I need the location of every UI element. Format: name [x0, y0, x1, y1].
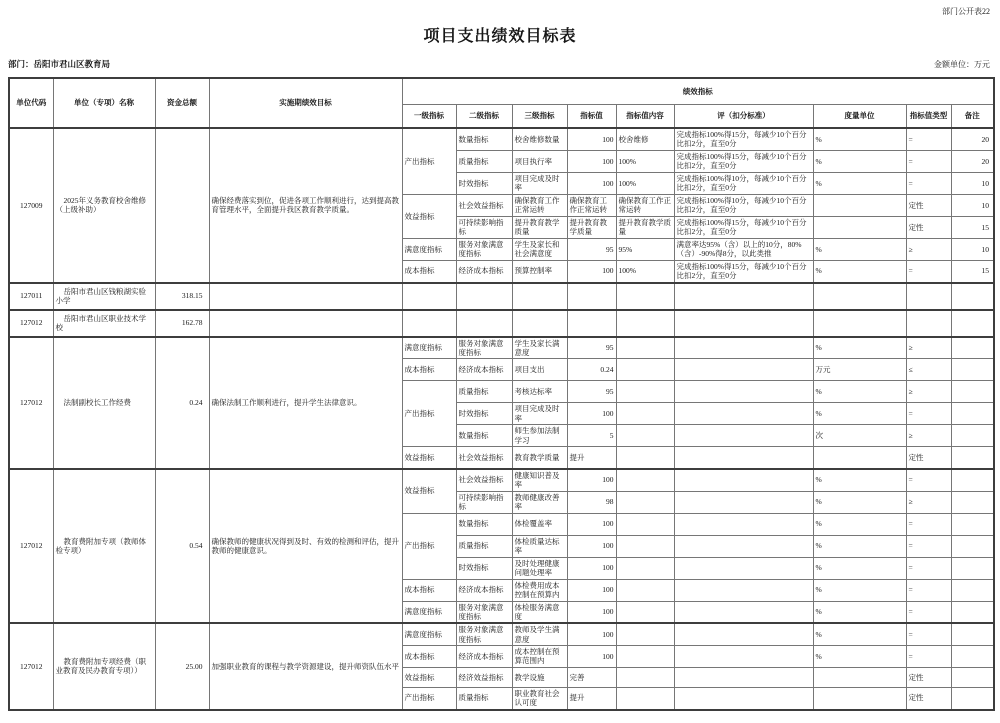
measure-unit-cell	[813, 687, 906, 709]
indicator-value-cell: 完善	[567, 667, 616, 687]
level3-indicator-cell: 确保教育工作正常运转	[512, 194, 567, 216]
indicator-content-cell	[616, 579, 674, 601]
value-type-cell	[906, 283, 951, 310]
indicator-value-cell: 提升	[567, 687, 616, 709]
measure-unit-cell: %	[813, 128, 906, 150]
header-level1: 一级指标	[402, 104, 456, 128]
indicator-value-cell: 提升教育教学质量	[567, 216, 616, 238]
level2-indicator-cell: 经济成本指标	[456, 260, 512, 282]
fund-total-cell: 25.00	[155, 623, 209, 709]
level2-indicator-cell: 经济成本指标	[456, 359, 512, 381]
value-type-cell	[906, 310, 951, 337]
measure-unit-cell: %	[813, 646, 906, 668]
level2-indicator-cell: 可持续影响指标	[456, 216, 512, 238]
level2-indicator-cell: 质量指标	[456, 150, 512, 172]
indicator-content-cell	[616, 513, 674, 535]
value-type-cell: ≥	[906, 337, 951, 359]
remark-cell: 10	[951, 238, 994, 260]
value-type-cell: ≥	[906, 381, 951, 403]
level2-indicator-cell: 经济成本指标	[456, 579, 512, 601]
unit-code-cell: 127012	[9, 310, 53, 337]
value-type-cell: 定性	[906, 447, 951, 469]
unit-name-cell: 岳阳市君山区钱粮湖实验小学	[53, 283, 155, 310]
indicator-content-cell	[616, 646, 674, 668]
value-type-cell: =	[906, 601, 951, 623]
scoring-standard-cell: 完成指标100%得10分，每减少10个百分比扣2分，直至0分	[674, 194, 813, 216]
level1-indicator-cell: 产出指标	[402, 381, 456, 447]
fund-total-cell: 0.24	[155, 337, 209, 469]
header-value-type: 指标值类型	[906, 104, 951, 128]
header-scoring-standard: 评（扣分标准）	[674, 104, 813, 128]
level3-indicator-cell: 教师及学生满意度	[512, 623, 567, 645]
measure-unit-cell: %	[813, 491, 906, 513]
measure-unit-cell: %	[813, 238, 906, 260]
value-type-cell: =	[906, 260, 951, 282]
header-perf-group: 绩效指标	[402, 78, 994, 104]
measure-unit-cell: %	[813, 150, 906, 172]
indicator-content-cell	[616, 381, 674, 403]
value-type-cell: =	[906, 403, 951, 425]
scoring-standard-cell	[674, 447, 813, 469]
scoring-standard-cell	[674, 381, 813, 403]
indicator-value-cell: 98	[567, 491, 616, 513]
level1-indicator-cell: 成本指标	[402, 646, 456, 668]
indicator-content-cell: 确保教育工作正常运转	[616, 194, 674, 216]
header-level3: 三级指标	[512, 104, 567, 128]
level2-indicator-cell: 社会效益指标	[456, 469, 512, 491]
level1-indicator-cell: 效益指标	[402, 194, 456, 238]
indicator-content-cell	[616, 310, 674, 337]
measure-unit-cell: %	[813, 403, 906, 425]
measure-unit-cell	[813, 310, 906, 337]
level2-indicator-cell: 经济成本指标	[456, 646, 512, 668]
level2-indicator-cell: 社会效益指标	[456, 447, 512, 469]
scoring-standard-cell: 满意率达95%（含）以上的10分，80%（含）-90%得8分，以此类推	[674, 238, 813, 260]
measure-unit-cell: %	[813, 260, 906, 282]
level1-indicator-cell: 成本指标	[402, 359, 456, 381]
remark-cell	[951, 381, 994, 403]
indicator-value-cell: 提升	[567, 447, 616, 469]
scoring-standard-cell	[674, 623, 813, 645]
scoring-standard-cell	[674, 557, 813, 579]
level3-indicator-cell: 教学设施	[512, 667, 567, 687]
indicator-value-cell: 100	[567, 128, 616, 150]
measure-unit-cell: 次	[813, 425, 906, 447]
indicator-content-cell: 100%	[616, 150, 674, 172]
level1-indicator-cell: 效益指标	[402, 447, 456, 469]
level3-indicator-cell: 校舍维修数量	[512, 128, 567, 150]
scoring-standard-cell	[674, 337, 813, 359]
remark-cell	[951, 469, 994, 491]
header-unit-code: 单位代码	[9, 78, 53, 128]
remark-cell	[951, 646, 994, 668]
unit-name-cell: 教育费附加专项经费（职业教育及民办教育专项））	[53, 623, 155, 709]
unit-name-cell: 2025年义务教育校舍维修（上级补助）	[53, 128, 155, 283]
remark-cell: 20	[951, 150, 994, 172]
measure-unit-cell: %	[813, 381, 906, 403]
value-type-cell: ≤	[906, 359, 951, 381]
level1-indicator-cell: 产出指标	[402, 513, 456, 579]
scoring-standard-cell	[674, 491, 813, 513]
indicator-value-cell: 95	[567, 381, 616, 403]
level2-indicator-cell	[456, 310, 512, 337]
impl-goal-cell	[209, 310, 402, 337]
remark-cell	[951, 425, 994, 447]
measure-unit-cell	[813, 283, 906, 310]
remark-cell	[951, 447, 994, 469]
level3-indicator-cell	[512, 283, 567, 310]
indicator-value-cell: 100	[567, 150, 616, 172]
indicator-content-cell: 校舍维修	[616, 128, 674, 150]
remark-cell: 15	[951, 216, 994, 238]
impl-goal-cell: 确保教师的健康状况得到及时、有效的检测和评估，提升教师的健康意识。	[209, 469, 402, 624]
value-type-cell: =	[906, 469, 951, 491]
indicator-value-cell: 100	[567, 557, 616, 579]
value-type-cell: =	[906, 557, 951, 579]
remark-cell	[951, 579, 994, 601]
indicator-value-cell	[567, 310, 616, 337]
level2-indicator-cell: 时效指标	[456, 403, 512, 425]
unit-name-cell: 教育费附加专项（教师体检专项）	[53, 469, 155, 624]
value-type-cell: =	[906, 150, 951, 172]
level1-indicator-cell	[402, 310, 456, 337]
measure-unit-cell: %	[813, 337, 906, 359]
level3-indicator-cell: 健康知识普及率	[512, 469, 567, 491]
level3-indicator-cell: 项目完成及时率	[512, 403, 567, 425]
level3-indicator-cell: 体检服务满意度	[512, 601, 567, 623]
corner-note: 部门公开表22	[942, 7, 990, 16]
measure-unit-cell	[813, 667, 906, 687]
indicator-value-cell: 100	[567, 513, 616, 535]
level2-indicator-cell: 服务对象满意度指标	[456, 623, 512, 645]
value-type-cell: ≥	[906, 425, 951, 447]
unit-code-cell: 127012	[9, 469, 53, 624]
indicator-value-cell: 100	[567, 623, 616, 645]
level3-indicator-cell: 职业教育社会认可度	[512, 687, 567, 709]
indicator-content-cell	[616, 623, 674, 645]
fund-total-cell	[155, 128, 209, 283]
scoring-standard-cell: 完成指标100%得15分，每减少10个百分比扣2分，直至0分	[674, 150, 813, 172]
level3-indicator-cell: 师生参加法制学习	[512, 425, 567, 447]
remark-cell	[951, 687, 994, 709]
indicator-value-cell: 5	[567, 425, 616, 447]
level2-indicator-cell: 数量指标	[456, 425, 512, 447]
level2-indicator-cell	[456, 283, 512, 310]
amount-unit-label: 金额单位：万元	[934, 60, 990, 69]
value-type-cell: =	[906, 535, 951, 557]
indicator-value-cell: 100	[567, 172, 616, 194]
fund-total-cell: 162.78	[155, 310, 209, 337]
level1-indicator-cell: 产出指标	[402, 687, 456, 709]
scoring-standard-cell: 完成指标100%得10分，每减少10个百分比扣2分，直至0分	[674, 172, 813, 194]
level1-indicator-cell: 满意度指标	[402, 337, 456, 359]
indicator-value-cell: 确保教育工作正常运转	[567, 194, 616, 216]
indicator-content-cell: 100%	[616, 260, 674, 282]
unit-code-cell: 127012	[9, 623, 53, 709]
level3-indicator-cell	[512, 310, 567, 337]
remark-cell	[951, 283, 994, 310]
level2-indicator-cell: 时效指标	[456, 172, 512, 194]
header-remark: 备注	[951, 104, 994, 128]
indicator-content-cell	[616, 359, 674, 381]
remark-cell: 20	[951, 128, 994, 150]
header-value-content: 指标值内容	[616, 104, 674, 128]
scoring-standard-cell: 完成指标100%得15分，每减少10个百分比扣2分，直至0分	[674, 216, 813, 238]
indicator-content-cell	[616, 687, 674, 709]
impl-goal-cell: 确保法制工作顺利进行，提升学生法律意识。	[209, 337, 402, 469]
remark-cell	[951, 623, 994, 645]
level2-indicator-cell: 服务对象满意度指标	[456, 238, 512, 260]
level1-indicator-cell: 满意度指标	[402, 238, 456, 260]
scoring-standard-cell	[674, 579, 813, 601]
value-type-cell: =	[906, 623, 951, 645]
indicator-content-cell	[616, 469, 674, 491]
performance-target-table	[8, 77, 995, 711]
level3-indicator-cell: 学生及家长和社会满意度	[512, 238, 567, 260]
level2-indicator-cell: 可持续影响指标	[456, 491, 512, 513]
level3-indicator-cell: 体检覆盖率	[512, 513, 567, 535]
remark-cell	[951, 491, 994, 513]
level1-indicator-cell: 满意度指标	[402, 623, 456, 645]
measure-unit-cell: %	[813, 513, 906, 535]
remark-cell: 10	[951, 172, 994, 194]
level2-indicator-cell: 时效指标	[456, 557, 512, 579]
scoring-standard-cell	[674, 687, 813, 709]
indicator-content-cell	[616, 425, 674, 447]
remark-cell	[951, 513, 994, 535]
scoring-standard-cell	[674, 667, 813, 687]
level3-indicator-cell: 教育教学质量	[512, 447, 567, 469]
measure-unit-cell	[813, 194, 906, 216]
indicator-content-cell	[616, 337, 674, 359]
level3-indicator-cell: 体检质量达标率	[512, 535, 567, 557]
indicator-content-cell	[616, 667, 674, 687]
level2-indicator-cell: 质量指标	[456, 381, 512, 403]
fund-total-cell: 0.54	[155, 469, 209, 624]
measure-unit-cell: 万元	[813, 359, 906, 381]
scoring-standard-cell	[674, 535, 813, 557]
remark-cell	[951, 359, 994, 381]
indicator-content-cell: 95%	[616, 238, 674, 260]
remark-cell	[951, 601, 994, 623]
department-label: 部门：岳阳市君山区教育局	[8, 59, 111, 69]
level2-indicator-cell: 服务对象满意度指标	[456, 601, 512, 623]
indicator-content-cell	[616, 403, 674, 425]
header-level2: 二级指标	[456, 104, 512, 128]
level1-indicator-cell: 效益指标	[402, 667, 456, 687]
indicator-content-cell: 100%	[616, 172, 674, 194]
remark-cell	[951, 667, 994, 687]
indicator-value-cell: 95	[567, 337, 616, 359]
level3-indicator-cell: 提升教育教学质量	[512, 216, 567, 238]
value-type-cell: ≥	[906, 238, 951, 260]
value-type-cell: =	[906, 646, 951, 668]
level1-indicator-cell: 满意度指标	[402, 601, 456, 623]
level2-indicator-cell: 服务对象满意度指标	[456, 337, 512, 359]
scoring-standard-cell	[674, 513, 813, 535]
page-title: 项目支出绩效目标表	[423, 28, 577, 45]
remark-cell	[951, 337, 994, 359]
header-value: 指标值	[567, 104, 616, 128]
meta-row	[8, 58, 990, 70]
measure-unit-cell: %	[813, 535, 906, 557]
header-impl-goal: 实施期绩效目标	[209, 78, 402, 128]
level3-indicator-cell: 项目完成及时率	[512, 172, 567, 194]
level2-indicator-cell: 经济效益指标	[456, 667, 512, 687]
level3-indicator-cell: 体检费用成本控制在预算内	[512, 579, 567, 601]
indicator-content-cell	[616, 283, 674, 310]
unit-code-cell: 127011	[9, 283, 53, 310]
unit-name-cell: 岳阳市君山区职业技术学校	[53, 310, 155, 337]
level1-indicator-cell: 产出指标	[402, 128, 456, 194]
indicator-value-cell: 100	[567, 601, 616, 623]
indicator-content-cell: 提升教育教学质量	[616, 216, 674, 238]
indicator-value-cell: 100	[567, 403, 616, 425]
level3-indicator-cell: 教师健康改善率	[512, 491, 567, 513]
measure-unit-cell: %	[813, 557, 906, 579]
value-type-cell: =	[906, 513, 951, 535]
level1-indicator-cell: 成本指标	[402, 260, 456, 282]
impl-goal-cell: 确保经费落实到位，促进各项工作顺利进行，达到提高教育管理水平，全面提升我区教育教学质量。	[209, 128, 402, 283]
measure-unit-cell	[813, 216, 906, 238]
remark-cell	[951, 403, 994, 425]
unit-code-cell: 127009	[9, 128, 53, 283]
indicator-value-cell: 95	[567, 238, 616, 260]
scoring-standard-cell: 完成指标100%得15分，每减少10个百分比扣2分，直至0分	[674, 128, 813, 150]
indicator-value-cell: 100	[567, 535, 616, 557]
indicator-value-cell: 100	[567, 260, 616, 282]
level1-indicator-cell: 成本指标	[402, 579, 456, 601]
level3-indicator-cell: 项目支出	[512, 359, 567, 381]
header-fund-total: 资金总额	[155, 78, 209, 128]
scoring-standard-cell	[674, 425, 813, 447]
scoring-standard-cell	[674, 359, 813, 381]
indicator-value-cell	[567, 283, 616, 310]
header-unit-name: 单位（专项）名称	[53, 78, 155, 128]
level3-indicator-cell: 成本控制在预算范围内	[512, 646, 567, 668]
indicator-content-cell	[616, 601, 674, 623]
impl-goal-cell	[209, 283, 402, 310]
indicator-content-cell	[616, 535, 674, 557]
unit-name-cell: 法制副校长工作经费	[53, 337, 155, 469]
scoring-standard-cell	[674, 469, 813, 491]
measure-unit-cell: %	[813, 579, 906, 601]
value-type-cell: 定性	[906, 194, 951, 216]
level3-indicator-cell: 学生及家长满意度	[512, 337, 567, 359]
level1-indicator-cell	[402, 283, 456, 310]
measure-unit-cell: %	[813, 469, 906, 491]
measure-unit-cell: %	[813, 623, 906, 645]
level2-indicator-cell: 质量指标	[456, 535, 512, 557]
level3-indicator-cell: 预算控制率	[512, 260, 567, 282]
value-type-cell: =	[906, 128, 951, 150]
value-type-cell: 定性	[906, 687, 951, 709]
scoring-standard-cell	[674, 601, 813, 623]
level1-indicator-cell: 效益指标	[402, 469, 456, 513]
unit-code-cell: 127012	[9, 337, 53, 469]
header-measure-unit: 度量单位	[813, 104, 906, 128]
indicator-value-cell: 0.24	[567, 359, 616, 381]
indicator-value-cell: 100	[567, 579, 616, 601]
value-type-cell: 定性	[906, 667, 951, 687]
measure-unit-cell: %	[813, 601, 906, 623]
level2-indicator-cell: 数量指标	[456, 128, 512, 150]
indicator-content-cell	[616, 447, 674, 469]
remark-cell	[951, 310, 994, 337]
scoring-standard-cell	[674, 283, 813, 310]
scoring-standard-cell	[674, 310, 813, 337]
measure-unit-cell: %	[813, 172, 906, 194]
fund-total-cell: 318.15	[155, 283, 209, 310]
indicator-content-cell	[616, 491, 674, 513]
impl-goal-cell: 加强职业教育的课程与教学资源建设，提升师资队伍水平	[209, 623, 402, 709]
remark-cell	[951, 535, 994, 557]
level2-indicator-cell: 社会效益指标	[456, 194, 512, 216]
value-type-cell: =	[906, 172, 951, 194]
value-type-cell: ≥	[906, 491, 951, 513]
level2-indicator-cell: 质量指标	[456, 687, 512, 709]
value-type-cell: =	[906, 579, 951, 601]
remark-cell: 15	[951, 260, 994, 282]
indicator-content-cell	[616, 557, 674, 579]
level3-indicator-cell: 及时处理健康问题处理率	[512, 557, 567, 579]
scoring-standard-cell: 完成指标100%得15分，每减少10个百分比扣2分，直至0分	[674, 260, 813, 282]
scoring-standard-cell	[674, 403, 813, 425]
remark-cell	[951, 557, 994, 579]
level2-indicator-cell: 数量指标	[456, 513, 512, 535]
measure-unit-cell	[813, 447, 906, 469]
indicator-value-cell: 100	[567, 646, 616, 668]
indicator-value-cell: 100	[567, 469, 616, 491]
remark-cell: 10	[951, 194, 994, 216]
level3-indicator-cell: 项目执行率	[512, 150, 567, 172]
level3-indicator-cell: 考核达标率	[512, 381, 567, 403]
value-type-cell: 定性	[906, 216, 951, 238]
scoring-standard-cell	[674, 646, 813, 668]
